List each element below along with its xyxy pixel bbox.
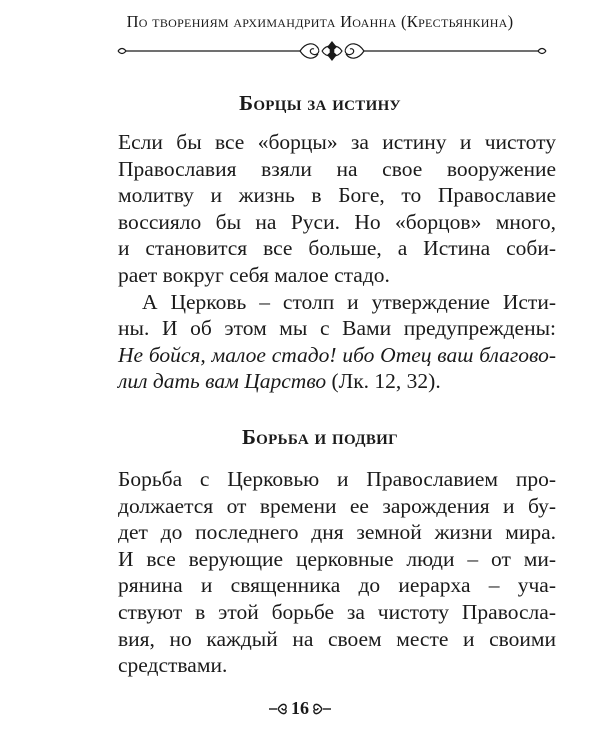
fleuron-icon [268, 702, 288, 716]
text-line: рянина и священника до иерарха – уча- [118, 573, 556, 598]
text-line: вия, но каждый на своем месте и своими [118, 626, 556, 651]
text-line: и становится все больше, а Истина соби- [118, 236, 556, 261]
scripture-reference: (Лк. 12, 32). [326, 369, 441, 394]
text-line: дет до последнего дня земной жизни мира. [118, 520, 556, 545]
page-number [0, 697, 600, 719]
scroll-ornament-icon [112, 38, 552, 64]
text-line: Православия взяли на свое вооружение [118, 156, 556, 181]
text-line: должается от времени ее зарождения и бу- [118, 493, 556, 518]
text-line: рает вокруг себя малое стадо. [118, 262, 390, 287]
text-line: И все верующие церковные люди – от ми- [118, 546, 556, 571]
text-line: Если бы все «борцы» за истину и чистоту [118, 130, 556, 154]
text-line: воссияло бы на Руси. Но «борцов» много, [118, 209, 556, 234]
section-body [118, 129, 556, 395]
section-body [118, 466, 556, 679]
scripture-quote: лил дать вам Царство [118, 369, 327, 394]
text-line: Борьба с Церковью и Православием про- [118, 467, 556, 491]
text-line: ствуют в этой борьбе за чистоту Правосла- [118, 599, 556, 624]
text-line: молитву и жизнь в Боге, то Православие [118, 183, 556, 208]
text-line: ны. И об этом мы с Вами предупреждены: [118, 316, 556, 341]
text-line: А Церковь – столп и утверждение Исти- [142, 289, 556, 314]
running-header: По творениям архимандрита Иоанна (Крестьянкина) [126, 12, 514, 31]
page-number-text: 16 [291, 698, 309, 719]
text-line [118, 368, 556, 395]
section-title: Борцы за истину [239, 91, 401, 115]
text-line: средствами. [118, 653, 228, 678]
fleuron-icon [312, 702, 332, 716]
scripture-quote-line: Не бойся, малое стадо! ибо Отец ваш благово- [118, 342, 556, 367]
section-title: Борьба и подвиг [242, 425, 398, 449]
